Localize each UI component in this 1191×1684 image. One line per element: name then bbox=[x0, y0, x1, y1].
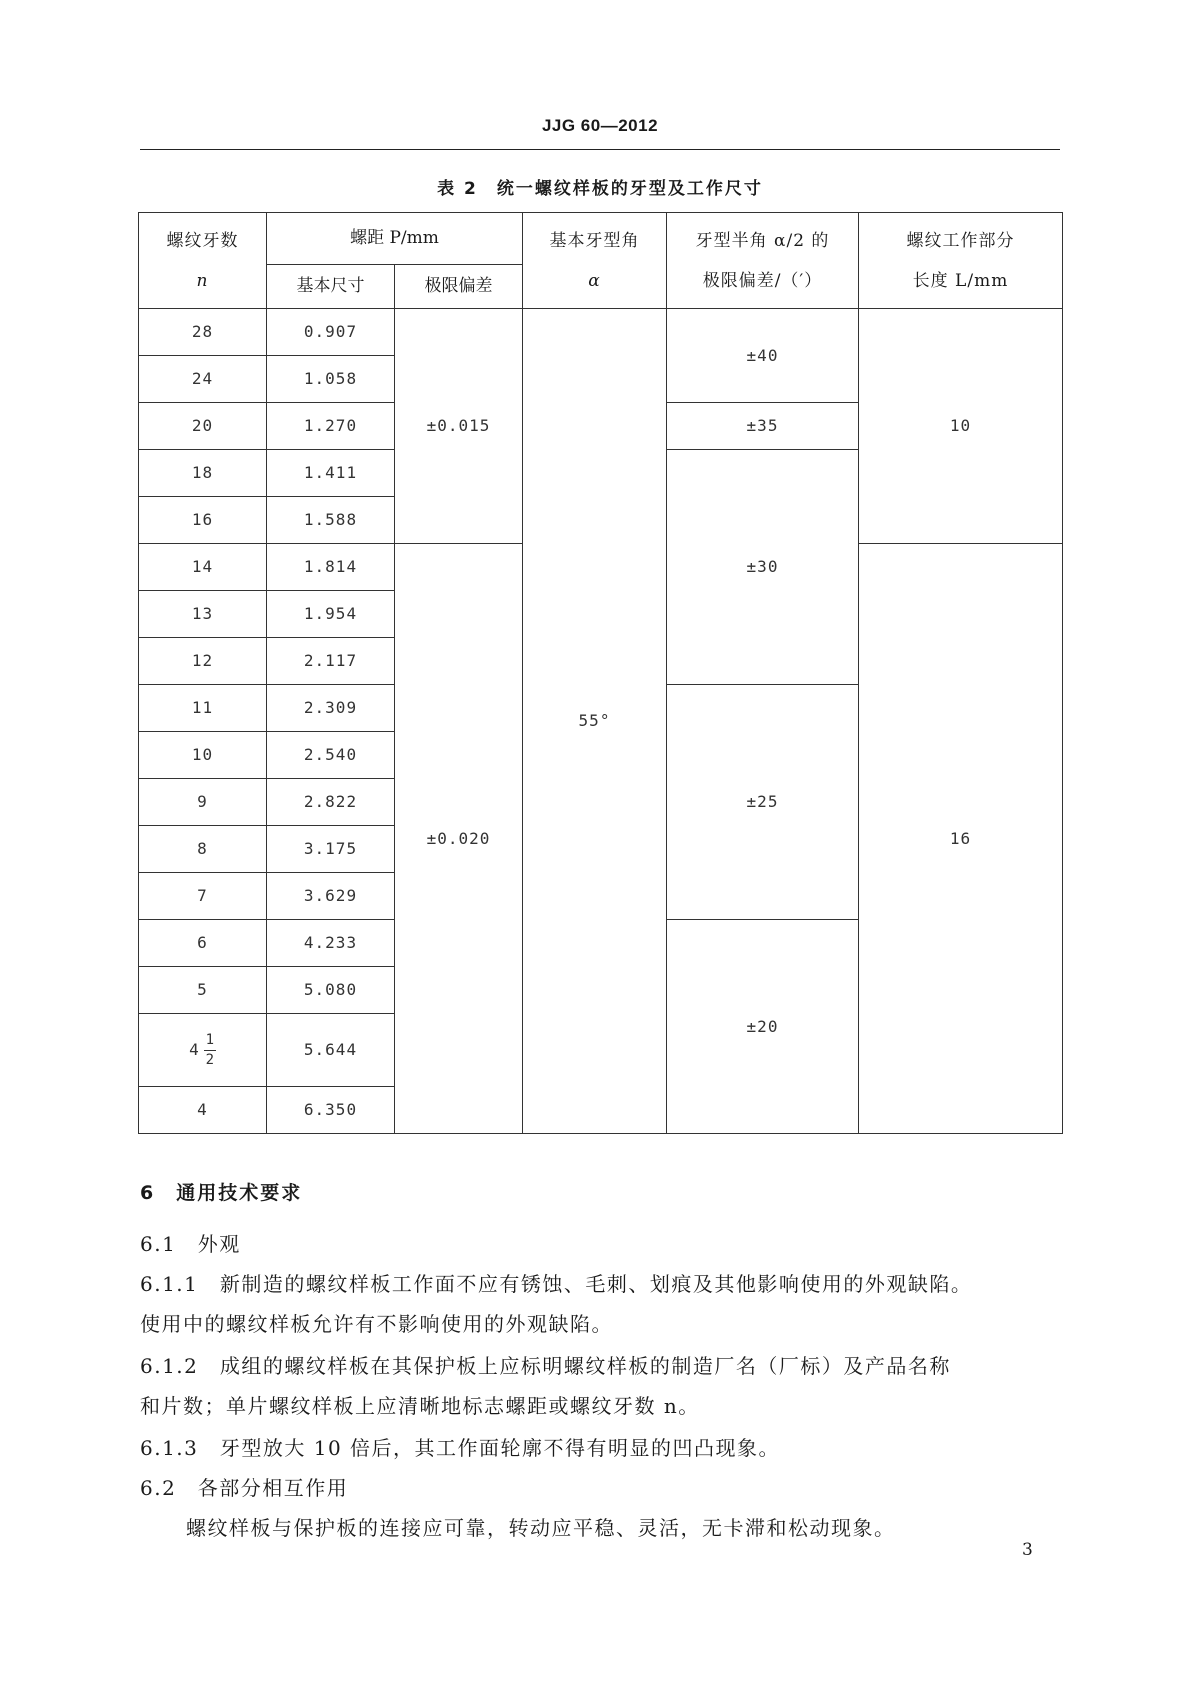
pitch-deviation-cell: ±0.020 bbox=[395, 544, 523, 1134]
header-rule bbox=[140, 149, 1060, 150]
table-row bbox=[139, 309, 1063, 356]
mixed-fraction: 4 $\frac{1}{2}$ bbox=[189, 1031, 215, 1068]
half-angle-deviation-cell: ±25 bbox=[667, 685, 859, 920]
thread-count-cell: 13 bbox=[139, 591, 267, 638]
working-length-cell: 16 bbox=[859, 544, 1063, 1134]
thread-count-cell: 4 bbox=[139, 1087, 267, 1134]
thread-count-cell: 6 bbox=[139, 920, 267, 967]
thread-count-cell: 9 bbox=[139, 779, 267, 826]
thread-count-cell: 24 bbox=[139, 356, 267, 403]
pitch-cell: 2.540 bbox=[267, 732, 395, 779]
pitch-cell: 1.814 bbox=[267, 544, 395, 591]
half-angle-deviation-cell: ±20 bbox=[667, 920, 859, 1134]
pitch-cell: 1.954 bbox=[267, 591, 395, 638]
clause-6-1-2-cont: 和片数；单片螺纹样板上应清晰地标志螺距或螺纹牙数 n。 bbox=[140, 1394, 700, 1418]
pitch-cell: 1.270 bbox=[267, 403, 395, 450]
thread-count-cell: 18 bbox=[139, 450, 267, 497]
thread-count-cell: 5 bbox=[139, 967, 267, 1014]
pitch-cell: 2.822 bbox=[267, 779, 395, 826]
thread-count-cell: 28 bbox=[139, 309, 267, 356]
subsection-title: 6.2 各部分相互作用 bbox=[140, 1476, 349, 1500]
pitch-cell: 5.080 bbox=[267, 967, 395, 1014]
pitch-cell: 1.058 bbox=[267, 356, 395, 403]
thread-gauge-table bbox=[138, 212, 1063, 1134]
thread-count-cell: 12 bbox=[139, 638, 267, 685]
table-caption: 表 2 统一螺纹样板的牙型及工作尺寸 bbox=[437, 179, 763, 199]
subsection-title: 6.1 外观 bbox=[140, 1232, 241, 1256]
thread-count-cell: 7 bbox=[139, 873, 267, 920]
header-pitch: 螺距 P/mm bbox=[267, 213, 523, 265]
pitch-cell: 2.309 bbox=[267, 685, 395, 732]
pitch-cell: 5.644 bbox=[267, 1014, 395, 1087]
pitch-deviation-cell: ±0.015 bbox=[395, 309, 523, 544]
pitch-cell: 3.629 bbox=[267, 873, 395, 920]
pitch-cell: 4.233 bbox=[267, 920, 395, 967]
header-limit-deviation: 极限偏差 bbox=[395, 265, 523, 309]
document-header: JJG 60—2012 bbox=[541, 116, 659, 135]
pitch-cell: 2.117 bbox=[267, 638, 395, 685]
header-basic-size: 基本尺寸 bbox=[267, 265, 395, 309]
pitch-cell: 1.411 bbox=[267, 450, 395, 497]
working-length-cell: 10 bbox=[859, 309, 1063, 544]
page-number: 3 bbox=[1022, 1540, 1033, 1560]
clause-6-2-body: 螺纹样板与保护板的连接应可靠，转动应平稳、灵活，无卡滞和松动现象。 bbox=[186, 1516, 896, 1540]
thread-count-cell: 16 bbox=[139, 497, 267, 544]
section-title: 6 通用技术要求 bbox=[140, 1182, 303, 1204]
thread-count-cell: 8 bbox=[139, 826, 267, 873]
header-basic-angle: 基本牙型角 α bbox=[523, 213, 667, 309]
clause-6-1-1: 6.1.1 新制造的螺纹样板工作面不应有锈蚀、毛刺、划痕及其他影响使用的外观缺陷。 bbox=[140, 1272, 973, 1296]
half-angle-deviation-cell: ±35 bbox=[667, 403, 859, 450]
half-angle-deviation-cell: ±30 bbox=[667, 450, 859, 685]
clause-6-1-3: 6.1.3 牙型放大 10 倍后，其工作面轮廓不得有明显的凹凸现象。 bbox=[140, 1436, 781, 1460]
basic-angle-cell: 55° bbox=[523, 309, 667, 1134]
thread-count-cell: 20 bbox=[139, 403, 267, 450]
thread-count-cell bbox=[139, 1014, 267, 1087]
header-thread-count: 螺纹牙数 n bbox=[139, 213, 267, 309]
pitch-cell: 0.907 bbox=[267, 309, 395, 356]
half-angle-deviation-cell: ±40 bbox=[667, 309, 859, 403]
pitch-cell: 6.350 bbox=[267, 1087, 395, 1134]
thread-count-cell: 11 bbox=[139, 685, 267, 732]
pitch-cell: 3.175 bbox=[267, 826, 395, 873]
thread-count-cell: 14 bbox=[139, 544, 267, 591]
thread-count-cell: 10 bbox=[139, 732, 267, 779]
header-working-length: 螺纹工作部分 长度 L/mm bbox=[859, 213, 1063, 309]
clause-6-1-2: 6.1.2 成组的螺纹样板在其保护板上应标明螺纹样板的制造厂名（厂标）及产品名称 bbox=[140, 1354, 951, 1378]
pitch-cell: 1.588 bbox=[267, 497, 395, 544]
header-half-angle-deviation: 牙型半角 α/2 的 极限偏差/（′） bbox=[667, 213, 859, 309]
clause-6-1-1-cont: 使用中的螺纹样板允许有不影响使用的外观缺陷。 bbox=[140, 1312, 613, 1336]
